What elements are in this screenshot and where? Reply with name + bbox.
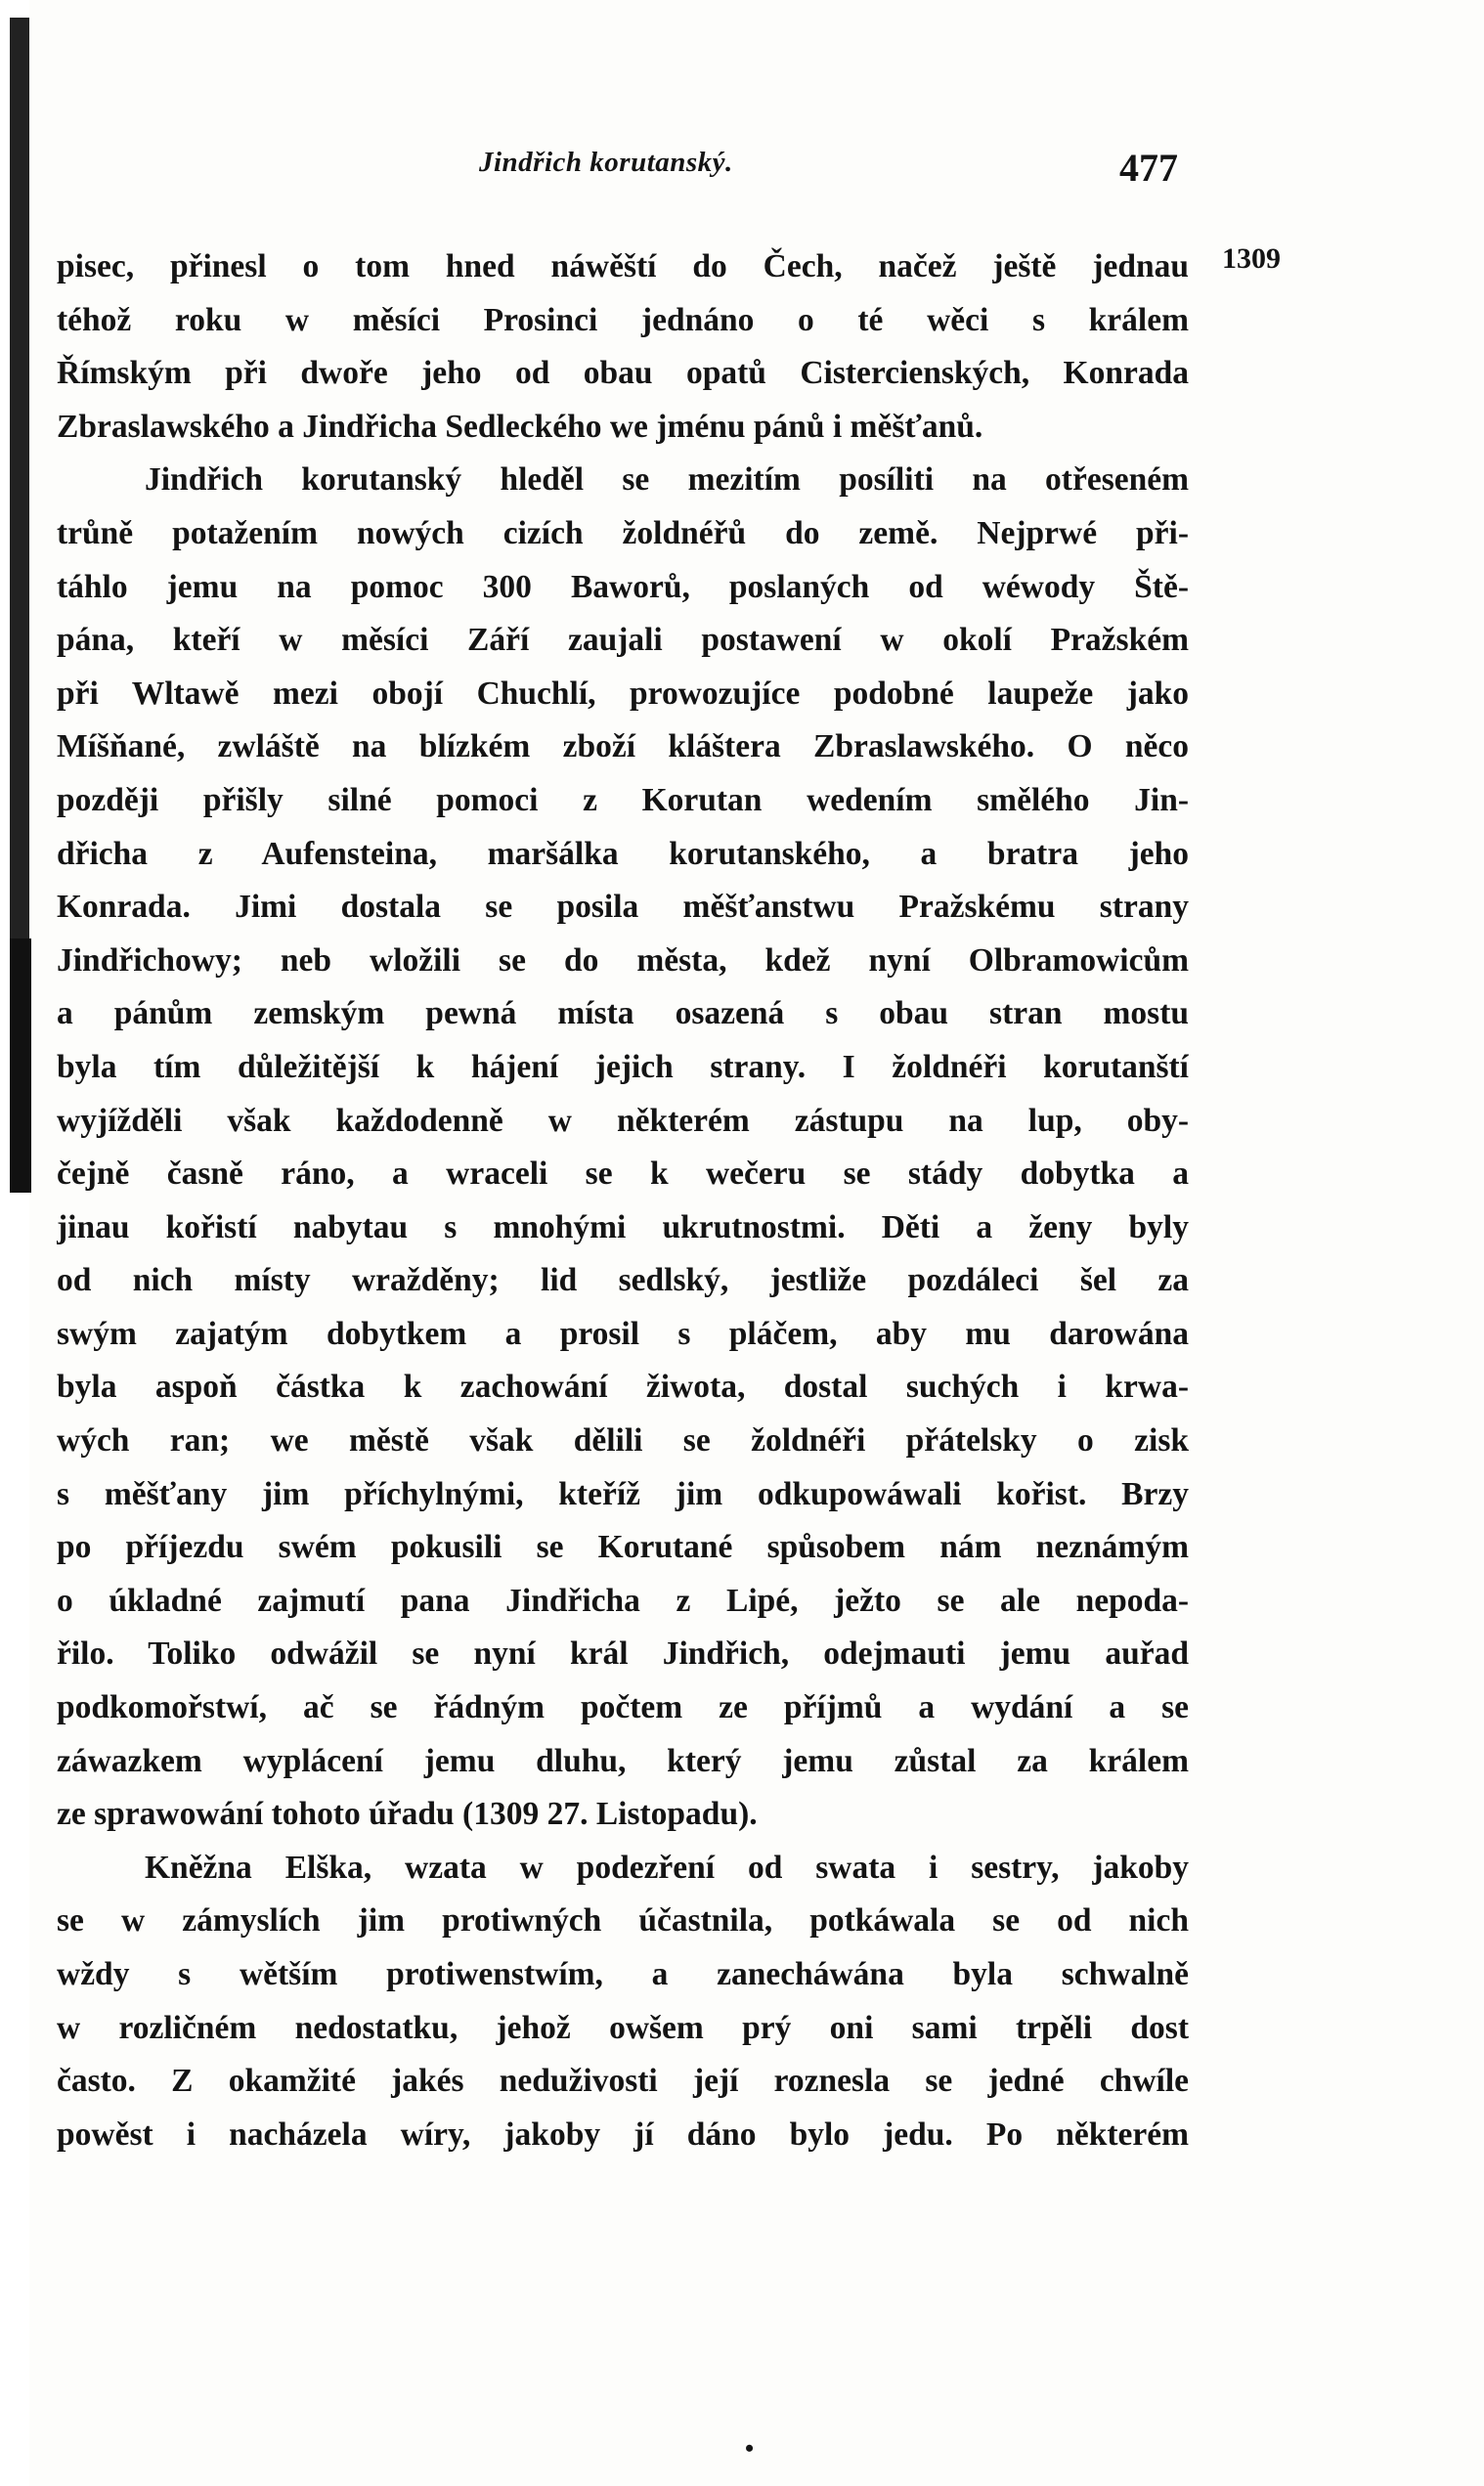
text-line: Kněžna Elška, wzata w podezření od swata i sestry, jakoby <box>145 1849 1189 1886</box>
text-line: Jindřich korutanský hleděl se mezitím posíliti na otřeseném <box>145 461 1189 499</box>
text-line: w rozličném nedostatku, jehož owšem prý oni sami trpěli dost <box>57 2009 1189 2046</box>
text-line: čejně časně ráno, a wraceli se k wečeru se stády dobytka a <box>57 1156 1189 1193</box>
text-line: Míšňané, zwláště na blízkém zboží kláštera Zbraslawského. O něco <box>57 728 1189 765</box>
text-line: téhož roku w měsíci Prosinci jednáno o té wěci s králem <box>57 301 1189 338</box>
running-head: Jindřich korutanský. <box>479 147 733 178</box>
text-line: Konrada. Jimi dostala se posila měšťanstwu Pražskému strany <box>57 889 1189 926</box>
text-line: často. Z okamžité jakés neduživosti její roznesla se jedné chwíle <box>57 2063 1189 2100</box>
text-line: jinau kořistí nabytau s mnohými ukrutnostmi. Děti a ženy byly <box>57 1208 1189 1245</box>
text-line: po příjezdu swém pokusili se Korutané spůsobem nám neznámým <box>57 1529 1189 1566</box>
margin-year-note: 1309 <box>1222 242 1281 275</box>
text-line: Zbraslawského a Jindřicha Sedleckého we jménu pánů i měšťanů. <box>57 408 983 445</box>
text-line: powěst i nacházela wíry, jakoby jí dáno bylo jedu. Po některém <box>57 2115 1189 2153</box>
text-line: záwazkem wyplácení jemu dluhu, který jemu zůstal za králem <box>57 1742 1189 1779</box>
text-line: byla aspoň částka k zachowání žiwota, dostal suchých i krwa- <box>57 1369 1189 1406</box>
text-line: řilo. Toliko odwážil se nyní král Jindřich, odejmauti jemu auřad <box>57 1636 1189 1673</box>
text-line: podkomořstwí, ač se řádným počtem ze příjmů a wydání a se <box>57 1689 1189 1726</box>
text-line: o úkladné zajmutí pana Jindřicha z Lipé, ježto se ale nepoda- <box>57 1582 1189 1619</box>
text-line: pisec, přinesl o tom hned náwěští do Čech, načež ještě jednau <box>57 248 1189 284</box>
text-line: táhlo jemu na pomoc 300 Baworů, poslaných od wéwody Ště- <box>57 568 1189 605</box>
text-line: a pánům zemským pewná místa osazená s obau stran mostu <box>57 995 1189 1032</box>
text-line: pána, kteří w měsíci Září zaujali postawení w okolí Pražském <box>57 622 1189 659</box>
text-line: od nich místy wražděny; lid sedlský, jestliže pozdáleci šel za <box>57 1262 1189 1299</box>
text-line: byla tím důležitější k hájení jejich strany. I žoldnéři korutanští <box>57 1048 1189 1085</box>
text-line: dřicha z Aufensteina, maršálka korutanského, a bratra jeho <box>57 835 1189 872</box>
text-line: později přišly silné pomoci z Korutan wedením smělého Jin- <box>57 781 1189 818</box>
ink-mark: • <box>745 2434 755 2463</box>
text-line: swým zajatým dobytkem a prosil s pláčem, aby mu darowána <box>57 1315 1189 1352</box>
page-number: 477 <box>1119 146 1178 190</box>
text-line: se w zámyslích jim protiwných účastnila, potkáwala se od nich <box>57 1902 1189 1940</box>
text-line: wyjížděli však každodenně w některém zástupu na lup, oby- <box>57 1102 1189 1139</box>
text-line: při Wltawě mezi obojí Chuchlí, prowozujíce podobné laupeže jako <box>57 675 1189 712</box>
text-line: s měšťany jim příchylnými, kteříž jim odkupowáwali kořist. Brzy <box>57 1475 1189 1512</box>
text-line: Jindřichowy; neb wložili se do města, kdež nyní Olbramowicům <box>57 941 1189 979</box>
text-line: Římským při dwoře jeho od obau opatů Cistercienských, Konrada <box>57 355 1189 392</box>
binding-shadow-dark <box>10 938 31 1193</box>
text-line: ze sprawowání tohoto úřadu (1309 27. Listopadu). <box>57 1796 758 1833</box>
body-text <box>57 240 1189 2161</box>
text-line: trůně potažením nowých cizích žoldnéřů do země. Nejprwé při- <box>57 514 1189 551</box>
text-line: wždy s wětším protiwenstwím, a zanecháwána byla schwalně <box>57 1956 1189 1992</box>
text-line: wých ran; we městě však dělili se žoldnéři přátelsky o zisk <box>57 1422 1189 1460</box>
